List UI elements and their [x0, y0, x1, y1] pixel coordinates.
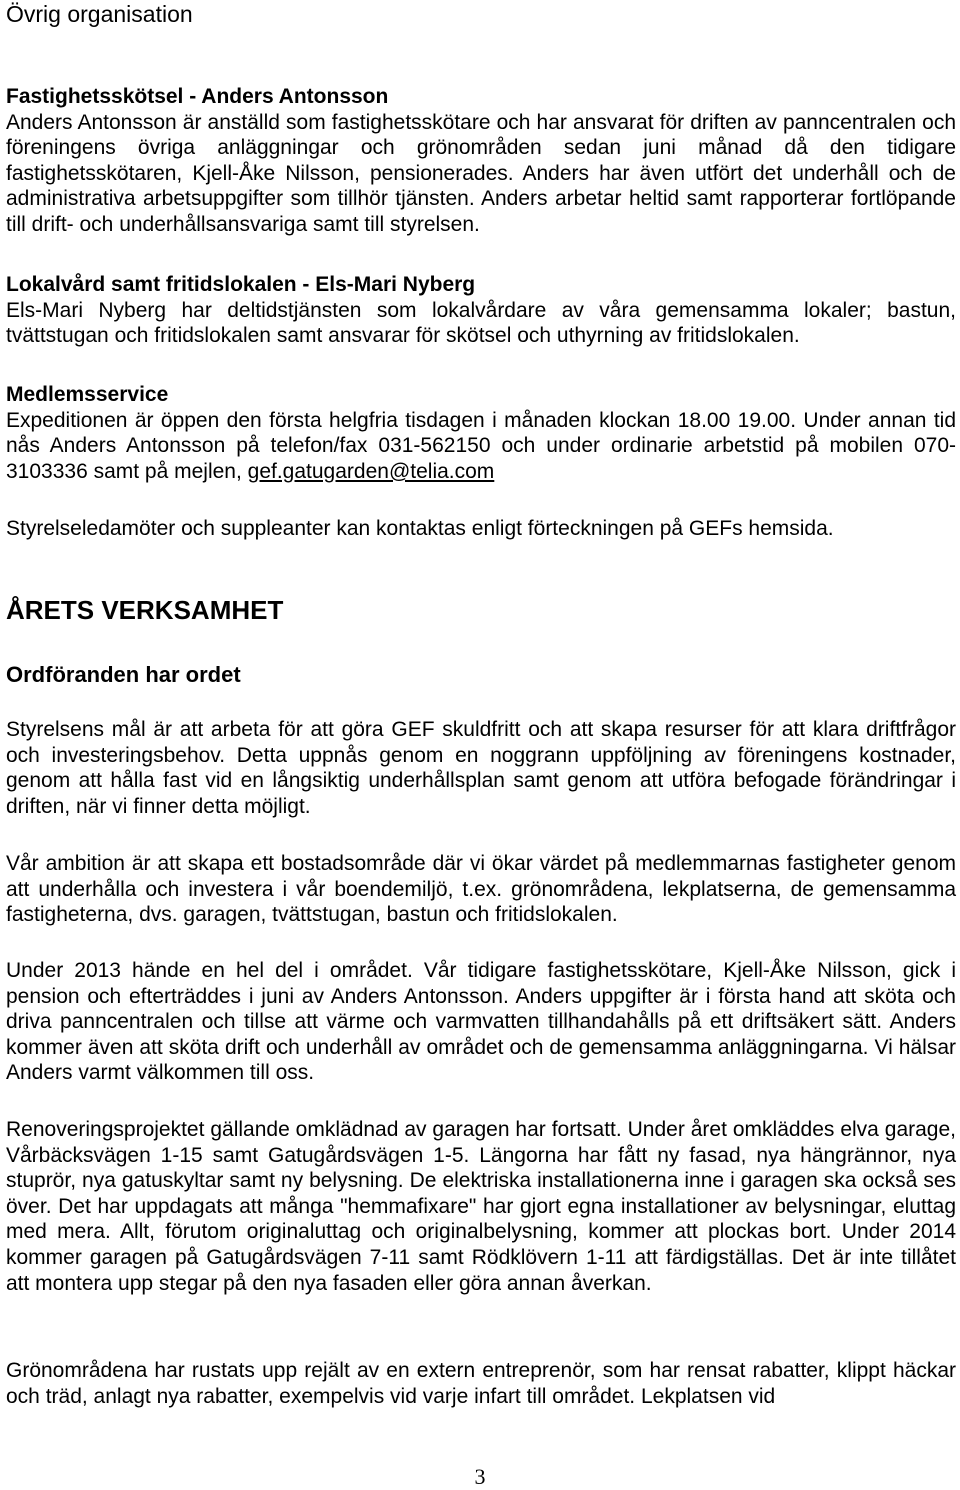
section-heading: Lokalvård samt fritidslokalen - Els-Mari Nyberg	[6, 273, 476, 296]
paragraph: Renoveringsprojektet gällande omklädnad av garagen har fortsatt. Under året omkläddes elva garage, Vårbäcksvägen 1-15 samt Gatugårdsvägen 1-5. Längorna har fått ny fasad, nya hängrännor, nya stuprör, nya gatuskyltar samt ny belysning. De elektriska installationerna inne i garagen ska också ses över. Det har uppdagats att många "hemmafixare" har gjort egna installationer av belysningar, eluttag med mera. Allt, förutom originaluttag och originalbelysning, kommer att plockas bort. Under 2014 kommer garagen på Gatugårdsvägen 7-11 samt Rödklövern 1-11 att färdigställas. Det är inte tillåtet att montera upp stegar på den nya fasaden eller göra annan åverkan.	[6, 1118, 956, 1295]
section-lokalvard	[6, 272, 956, 349]
email-link[interactable]: gef.gatugarden@telia.com	[247, 459, 495, 483]
paragraph: Grönområdena har rustats upp rejält av en extern entreprenör, som har rensat rabatter, klippt häckar och träd, anlagt nya rabatter, exempelvis vid varje infart till området. Lekplatsen vid	[6, 1359, 956, 1408]
section-subtitle: Ordföranden har ordet	[6, 662, 241, 687]
section-fastighetsskotsel	[6, 84, 956, 238]
page-number: 3	[474, 1464, 486, 1489]
section-title: ÅRETS VERKSAMHET	[6, 595, 284, 625]
paragraph: Styrelsens mål är att arbeta för att göra GEF skuldfritt och att skapa resurser för att klara driftfrågor och investeringsbehov. Detta uppnås genom en noggrann uppföljning av föreningens kostnader, genom att hålla fast vid en långsiktig underhållsplan samt genom att utföra befogade förändringar i driften, när vi finner detta möjligt.	[6, 718, 956, 818]
page-title: Övrig organisation	[6, 1, 193, 27]
styrelse-note: Styrelseledamöter och suppleanter kan kontaktas enligt förteckningen på GEFs hemsida.	[6, 517, 834, 540]
section-text: Anders Antonsson är anställd som fastighetsskötare och har ansvarat för driften av panncentralen och föreningens övriga anläggningar och grönområden sedan juni månad då den tidigare fastighetsskötaren, Kjell-Åke Nilsson, pensionerades. Anders har även utfört det underhåll och de administrativa arbetsuppgifter som tillhör tjänsten. Anders arbetar heltid samt rapporterar fortlöpande till drift- och underhållsansvariga samt till styrelsen.	[6, 110, 956, 236]
paragraph: Under 2013 hände en hel del i området. Vår tidigare fastighetsskötare, Kjell-Åke Nilsson, gick i pension och efterträddes i juni av Anders Antonsson. Anders uppgifter är i första hand att sköta och driva panncentralen och tillse att värme och varmvatten tillhandahålls på ett driftsäkert sätt. Anders kommer även att sköta drift och underhåll av området och de gemensamma anläggningarna. Vi hälsar Anders varmt välkommen till oss.	[6, 959, 956, 1085]
paragraph: Vår ambition är att skapa ett bostadsområde där vi ökar värdet på medlemmarnas fastigheter genom att underhålla och investera i vår boendemiljö, t.ex. grönområdena, lekplatserna, de gemensamma fastigheterna, dvs. garagen, tvättstugan, bastun och fritidslokalen.	[6, 852, 956, 927]
contact-text: Expeditionen är öppen den första helgfria tisdagen i månaden klockan 18.00 19.00. Under annan tid nås Anders Antonsson på telefon/fax 031-562150 och under ordinarie arbetstid på mobilen 070-3103336 samt på mejlen,	[6, 408, 956, 483]
section-text	[6, 408, 956, 485]
section-text: Els-Mari Nyberg har deltidstjänsten som lokalvårdare av våra gemensamma lokaler; bastun, tvättstugan och fritidslokalen samt ansvarar för skötsel och uthyrning av fritidslokalen.	[6, 298, 956, 348]
section-medlemsservice	[6, 382, 956, 484]
section-heading: Fastighetsskötsel - Anders Antonsson	[6, 85, 389, 108]
section-heading: Medlemsservice	[6, 383, 169, 406]
